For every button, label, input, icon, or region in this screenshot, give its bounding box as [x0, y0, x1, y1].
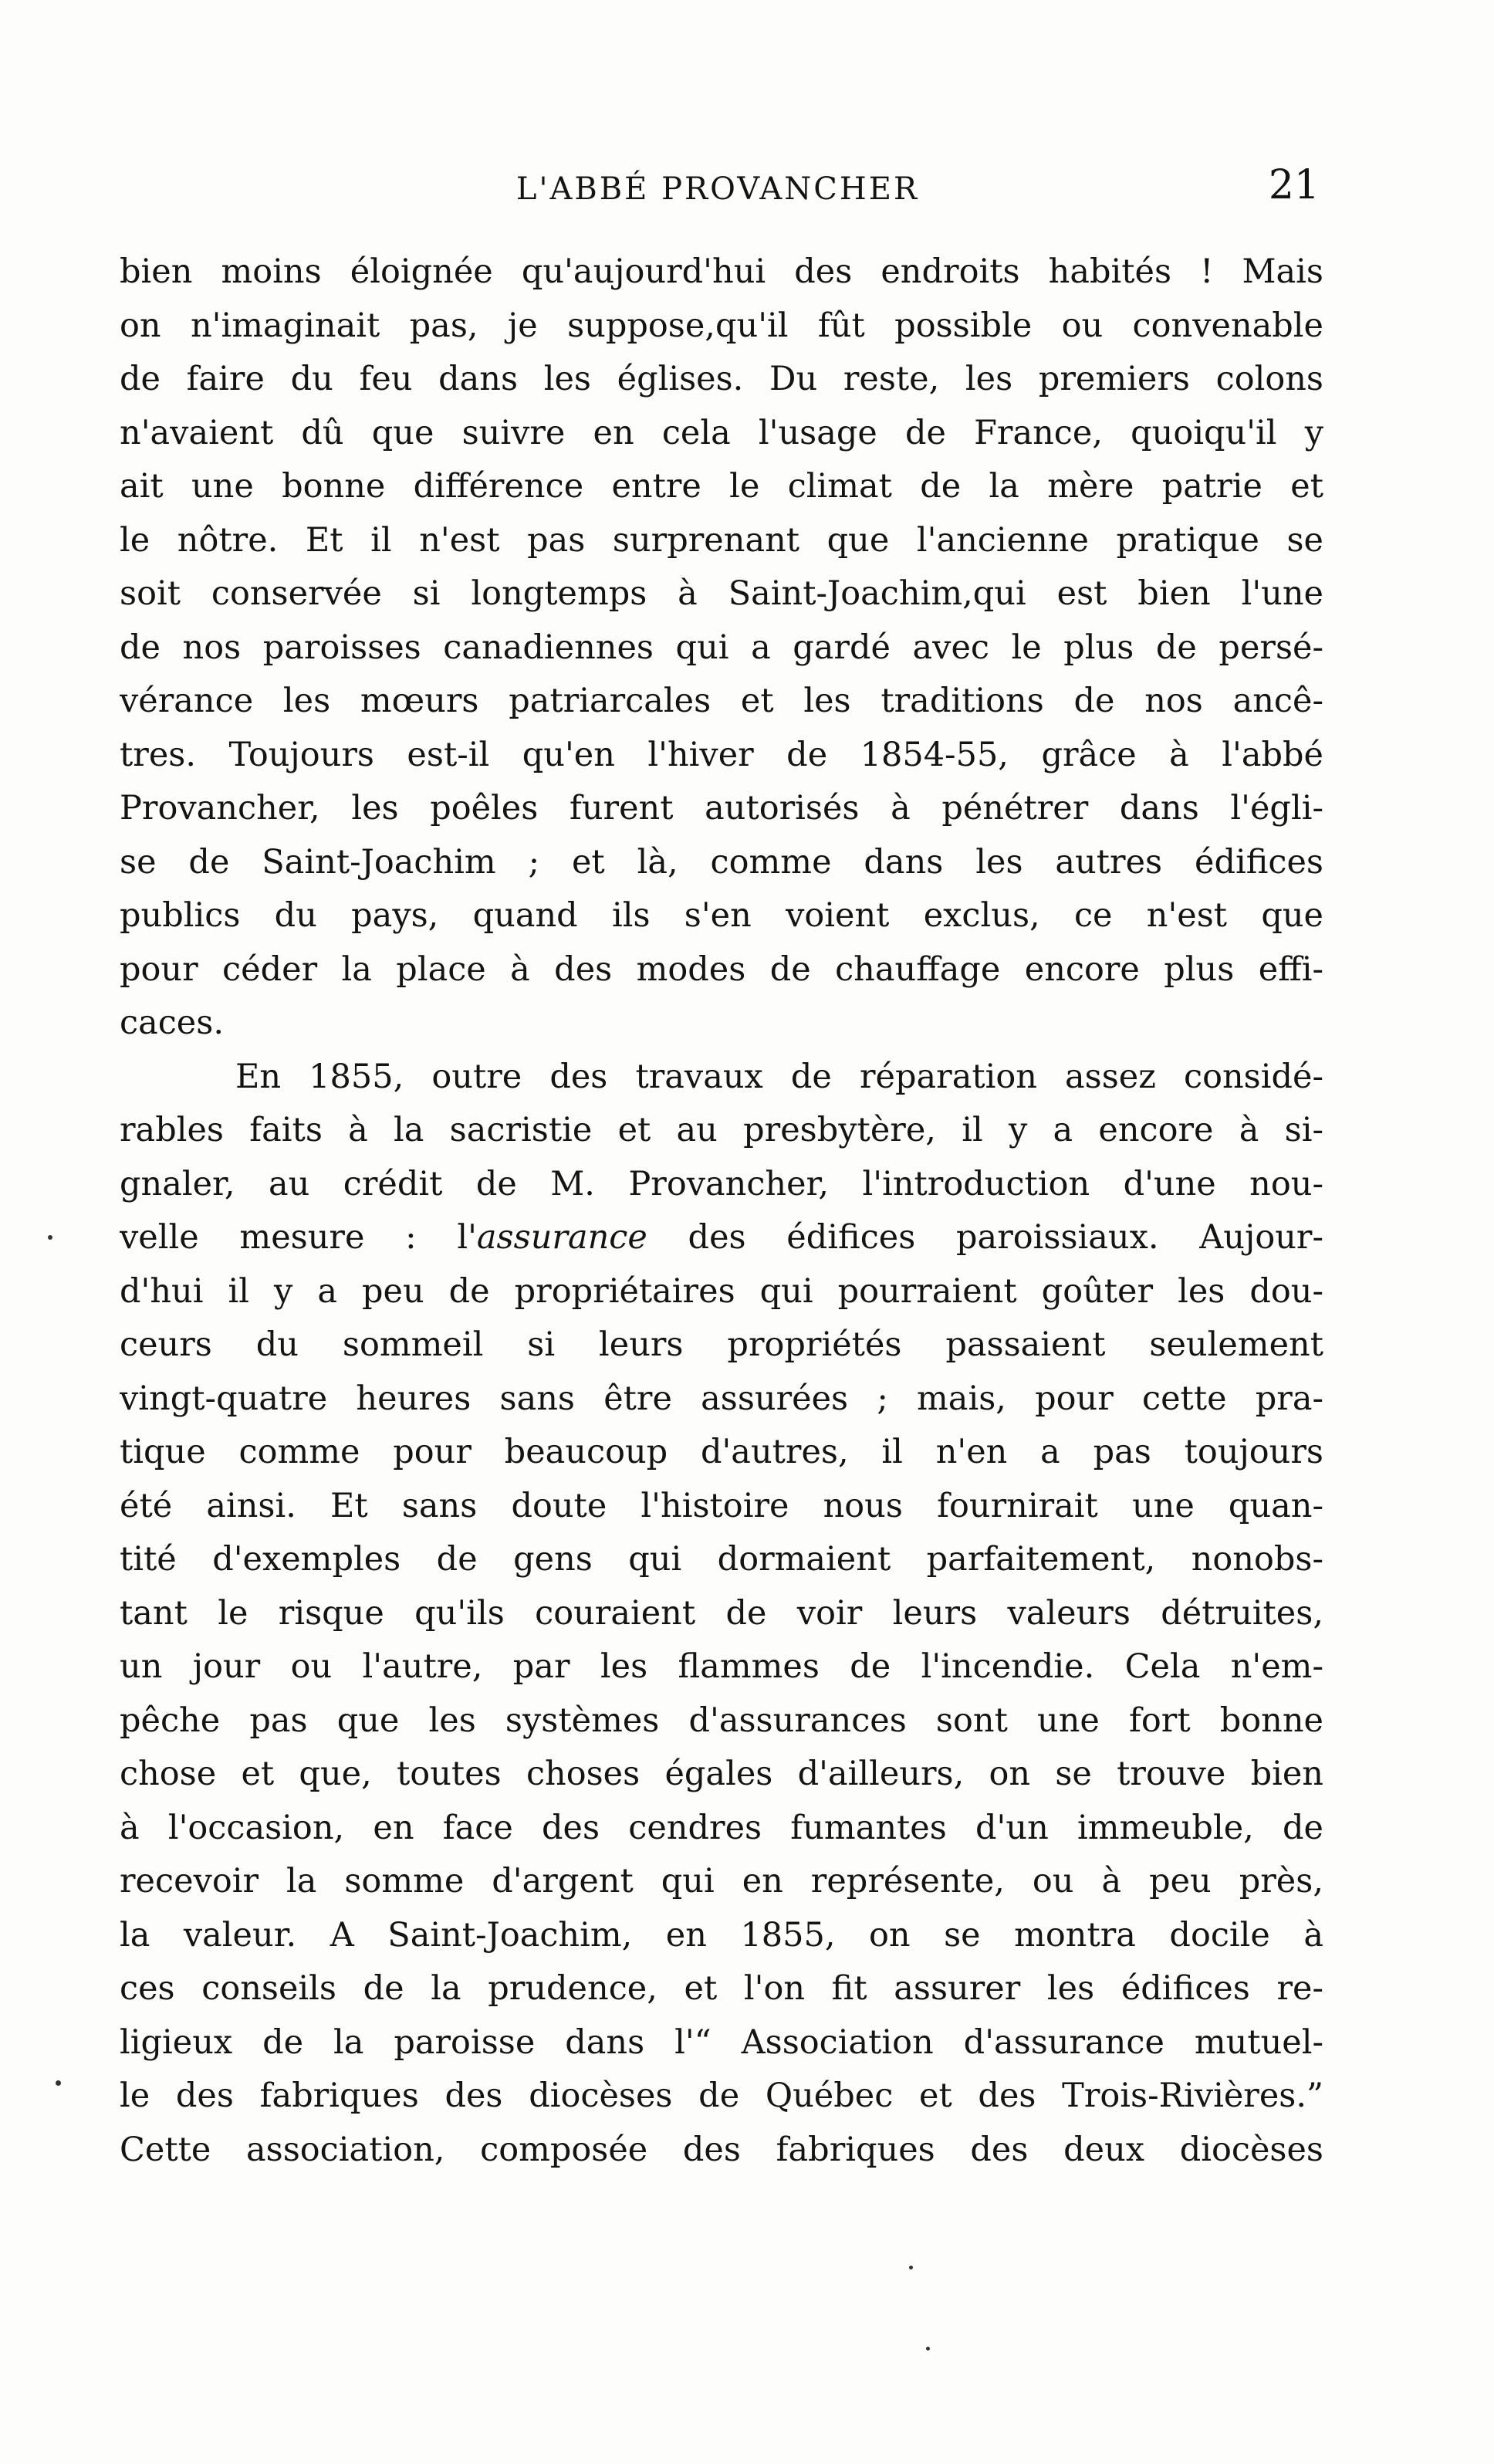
text-line: n'avaient dû que suivre en cela l'usage de France, quoiqu'il y — [120, 413, 1323, 452]
text-line: de nos paroisses canadiennes qui a gardé avec le plus de persé- — [120, 628, 1323, 667]
text-line: la valeur. A Saint-Joachim, en 1855, on se montra docile à — [120, 1915, 1323, 1955]
text-line — [120, 1211, 1323, 1265]
text-line: tité d'exemples de gens qui dormaient parfaitement, nonobs- — [120, 1540, 1323, 1579]
page-number: 21 — [1268, 162, 1320, 208]
text-line: publics du pays, quand ils s'en voient exclus, ce n'est que — [120, 896, 1323, 935]
text-line: tres. Toujours est-il qu'en l'hiver de 1854-55, grâce à l'abbé — [120, 735, 1323, 774]
scan-speck — [56, 2080, 61, 2086]
text-line: se de Saint-Joachim ; et là, comme dans les autres édifices — [120, 842, 1323, 882]
text-line: on n'imaginait pas, je suppose,qu'il fût possible ou convenable — [120, 306, 1323, 345]
text-line: Provancher, les poêles furent autorisés à pénétrer dans l'égli- — [120, 789, 1323, 828]
text-line: ait une bonne différence entre le climat de la mère patrie et — [120, 467, 1323, 506]
body-text — [120, 245, 1323, 2177]
text-line: soit conservée si longtemps à Saint-Joachim,qui est bien l'une — [120, 574, 1323, 613]
italic-term: assurance — [476, 1218, 647, 1257]
scan-speck — [48, 1235, 52, 1240]
paragraph-2 — [120, 1051, 1323, 2178]
text-line: de faire du feu dans les églises. Du reste, les premiers colons — [120, 360, 1323, 398]
text-segment: des édifices paroissiaux. Aujour- — [647, 1218, 1323, 1257]
text-line: d'hui il y a peu de propriétaires qui pourraient goûter les dou- — [120, 1271, 1323, 1311]
text-line: En 1855, outre des travaux de réparation assez considé- — [235, 1057, 1323, 1096]
text-line: tique comme pour beaucoup d'autres, il n'en a pas toujours — [120, 1433, 1323, 1471]
text-line: bien moins éloignée qu'aujourd'hui des endroits habités ! Mais — [120, 252, 1323, 291]
text-line: ceurs du sommeil si leurs propriétés passaient seulement — [120, 1325, 1323, 1364]
paragraph-1 — [120, 245, 1323, 1051]
text-line: tant le risque qu'ils couraient de voir leurs valeurs détruites, — [120, 1593, 1323, 1633]
text-line: le des fabriques des diocèses de Québec et des Trois-Rivières.” — [120, 2076, 1323, 2115]
text-segment: velle mesure : l' — [120, 1218, 477, 1257]
text-line: gnaler, au crédit de M. Provancher, l'introduction d'une nou- — [120, 1164, 1323, 1203]
text-line: caces. — [120, 1004, 224, 1042]
text-line: pêche pas que les systèmes d'assurances sont une fort bonne — [120, 1701, 1323, 1740]
text-line: rables faits à la sacristie et au presbytère, il y a encore à si- — [120, 1111, 1323, 1149]
scan-speck — [926, 2347, 930, 2351]
scan-speck — [909, 2266, 913, 2269]
running-header — [116, 162, 1320, 216]
text-line: un jour ou l'autre, par les flammes de l'incendie. Cela n'em- — [120, 1647, 1323, 1686]
text-line: vérance les mœurs patriarcales et les traditions de nos ancê- — [120, 682, 1323, 720]
text-line: été ainsi. Et sans doute l'histoire nous fournirait une quan- — [120, 1486, 1323, 1525]
text-line: pour céder la place à des modes de chauffage encore plus effi- — [120, 949, 1323, 989]
text-line: chose et que, toutes choses égales d'ailleurs, on se trouve bien — [120, 1755, 1323, 1793]
text-line: Cette association, composée des fabriques des deux diocèses — [120, 2130, 1323, 2169]
text-line: le nôtre. Et il n'est pas surprenant que l'ancienne pratique se — [120, 520, 1323, 560]
text-line: vingt-quatre heures sans être assurées ; mais, pour cette pra- — [120, 1379, 1323, 1418]
text-line: à l'occasion, en face des cendres fumantes d'un immeuble, de — [120, 1808, 1323, 1847]
text-line: ces conseils de la prudence, et l'on fit assurer les édifices re- — [120, 1969, 1323, 2008]
running-title: L'ABBÉ PROVANCHER — [515, 171, 920, 207]
text-line: ligieux de la paroisse dans l'“ Association d'assurance mutuel- — [120, 2022, 1323, 2062]
text-line: recevoir la somme d'argent qui en représente, ou à peu près, — [120, 1862, 1323, 1900]
